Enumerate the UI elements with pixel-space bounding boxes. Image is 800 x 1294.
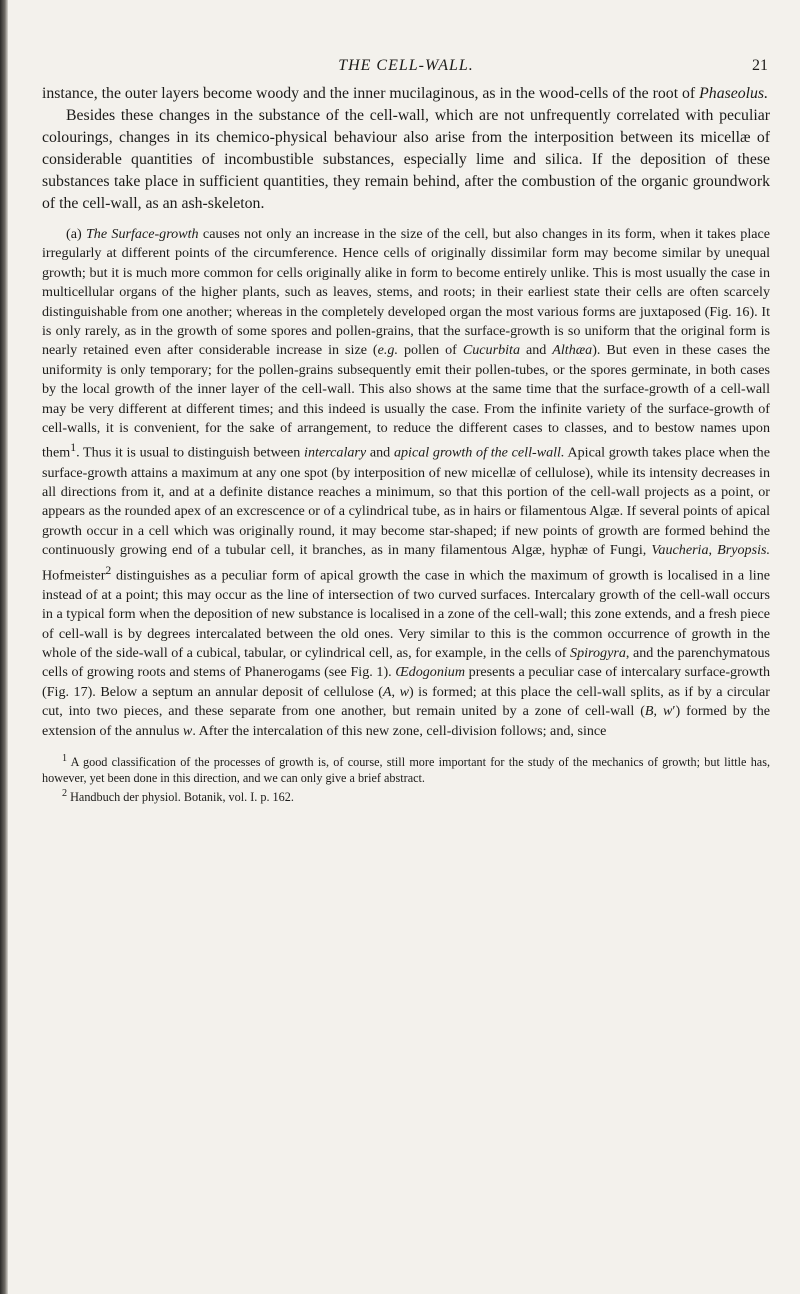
paragraph-continuation: instance, the outer layers become woody and the inner mucilaginous, as in the wood-cells of the root of Phaseolus. <box>42 85 769 102</box>
footnote-2: $^2$ Handbuch der physiol. Botanik, vol. I. p. 162. <box>62 788 294 805</box>
paragraph-cell-wall-changes: Besides these changes in the substance of the cell-wall, which are not unfrequently correlated with peculiar colourings, changes in its chemico-physical behaviour also arise from the interposition between its micellæ of considerable quantities of incombustible substances, especially lime and silica. If the deposition of these substances take place in sufficient quantities, they remain behind, after the combustion of the organic groundwork of the cell-wall, as an ash-skeleton. <box>42 107 770 212</box>
page-number: 21 <box>752 57 768 74</box>
book-binding-edge <box>0 0 8 1294</box>
paragraph-surface-growth: (a) The Surface-growth causes not only an increase in the size of the cell, but also changes in its form, when it takes place irregularly at different points of the circumference. Hence cells of originally dissimilar form may become similar by unequal growth; but it is much more common for cells originally alike in form to become entirely unlike. This is most usually the case in multicellular organs of the higher plants, such as leaves, stems, and roots; in their earliest state their cells are often scarcely distinguishable from one another; whereas in the completely developed organ the most various forms are juxtaposed (Fig. 16). It is only rarely, as in the growth of some spores and pollen-grains, that the surface-growth is so uniform that the original form is nearly retained even after considerable increase in size (e.g. pollen of Cucurbita and Althæa). But even in these cases the uniformity is only temporary; for the pollen-grains subsequently emit their pollen-tubes, or the spores germinate, in both cases by the local growth of the inner layer of the cell-wall. This also shows at the same time that the surface-growth of a cell-wall may be very different at different times; and this indeed is usually the case. From the infinite variety of the surface-growth of cell-walls, it is convenient, for the sake of arrangement, to reduce the different cases to classes, and to bestow names upon them$^1$. Thus it is usual to distinguish between intercalary and apical growth of the cell-wall. Apical growth takes place when the surface-growth attains a maximum at any one spot (by interposition of new micellæ of cellulose), while its intensity decreases in all directions from it, and at a definite distance reaches a minimum, so that this portion of the cell-wall projects as a point, or appears as the rounded apex of an excrescence or of a cylindrical tube, as in hairs or filamentous Algæ. If several points of apical growth occur in a cell which was originally round, it may become star-shaped; if new points of growth are formed behind the continuously growing end of a tubular cell, it branches, as in many filamentous Algæ, hyphæ of Fungi, Vaucheria, Bryopsis. Hofmeister$^2$ distinguishes as a peculiar form of apical growth the case in which the maximum of growth is localised in a line instead of at a point; this may occur as the line of intersection of two curved surfaces. Intercalary growth of the cell-wall occurs in a typical form when the deposition of new substance is localised in a zone of the cell-wall; this zone extends, and a fresh piece of cell-wall is by degrees intercalated between the old ones. Very similar to this is the common occurrence of growth in the whole of the side-wall of a cubical, tabular, or cylindrical cell, as, for example, in the cells of Spirogyra, and the parenchymatous cells of growing roots and stems of Phanerogams (see Fig. 1). Œdogonium presents a peculiar case of intercalary surface-growth (Fig. 17). Below a septum an annular deposit of cellulose (A, w) is formed; at this place the cell-wall splits, as if by a circular cut, into two pieces, and these separate from one another, but remain united by a zone of cell-wall (B, w′) formed by the extension of the annulus w. After the intercalation of this new zone, cell-division follows; and, since <box>42 226 771 739</box>
footnote-1: $^1$ A good classification of the processes of growth is, of course, still more important for the study of the mechanics of growth; but little has, however, yet been done in this direction, and we can only give a brief abstract. <box>42 752 770 785</box>
page <box>42 55 770 805</box>
running-title: THE CELL-WALL. <box>338 57 474 74</box>
running-head <box>42 55 770 83</box>
